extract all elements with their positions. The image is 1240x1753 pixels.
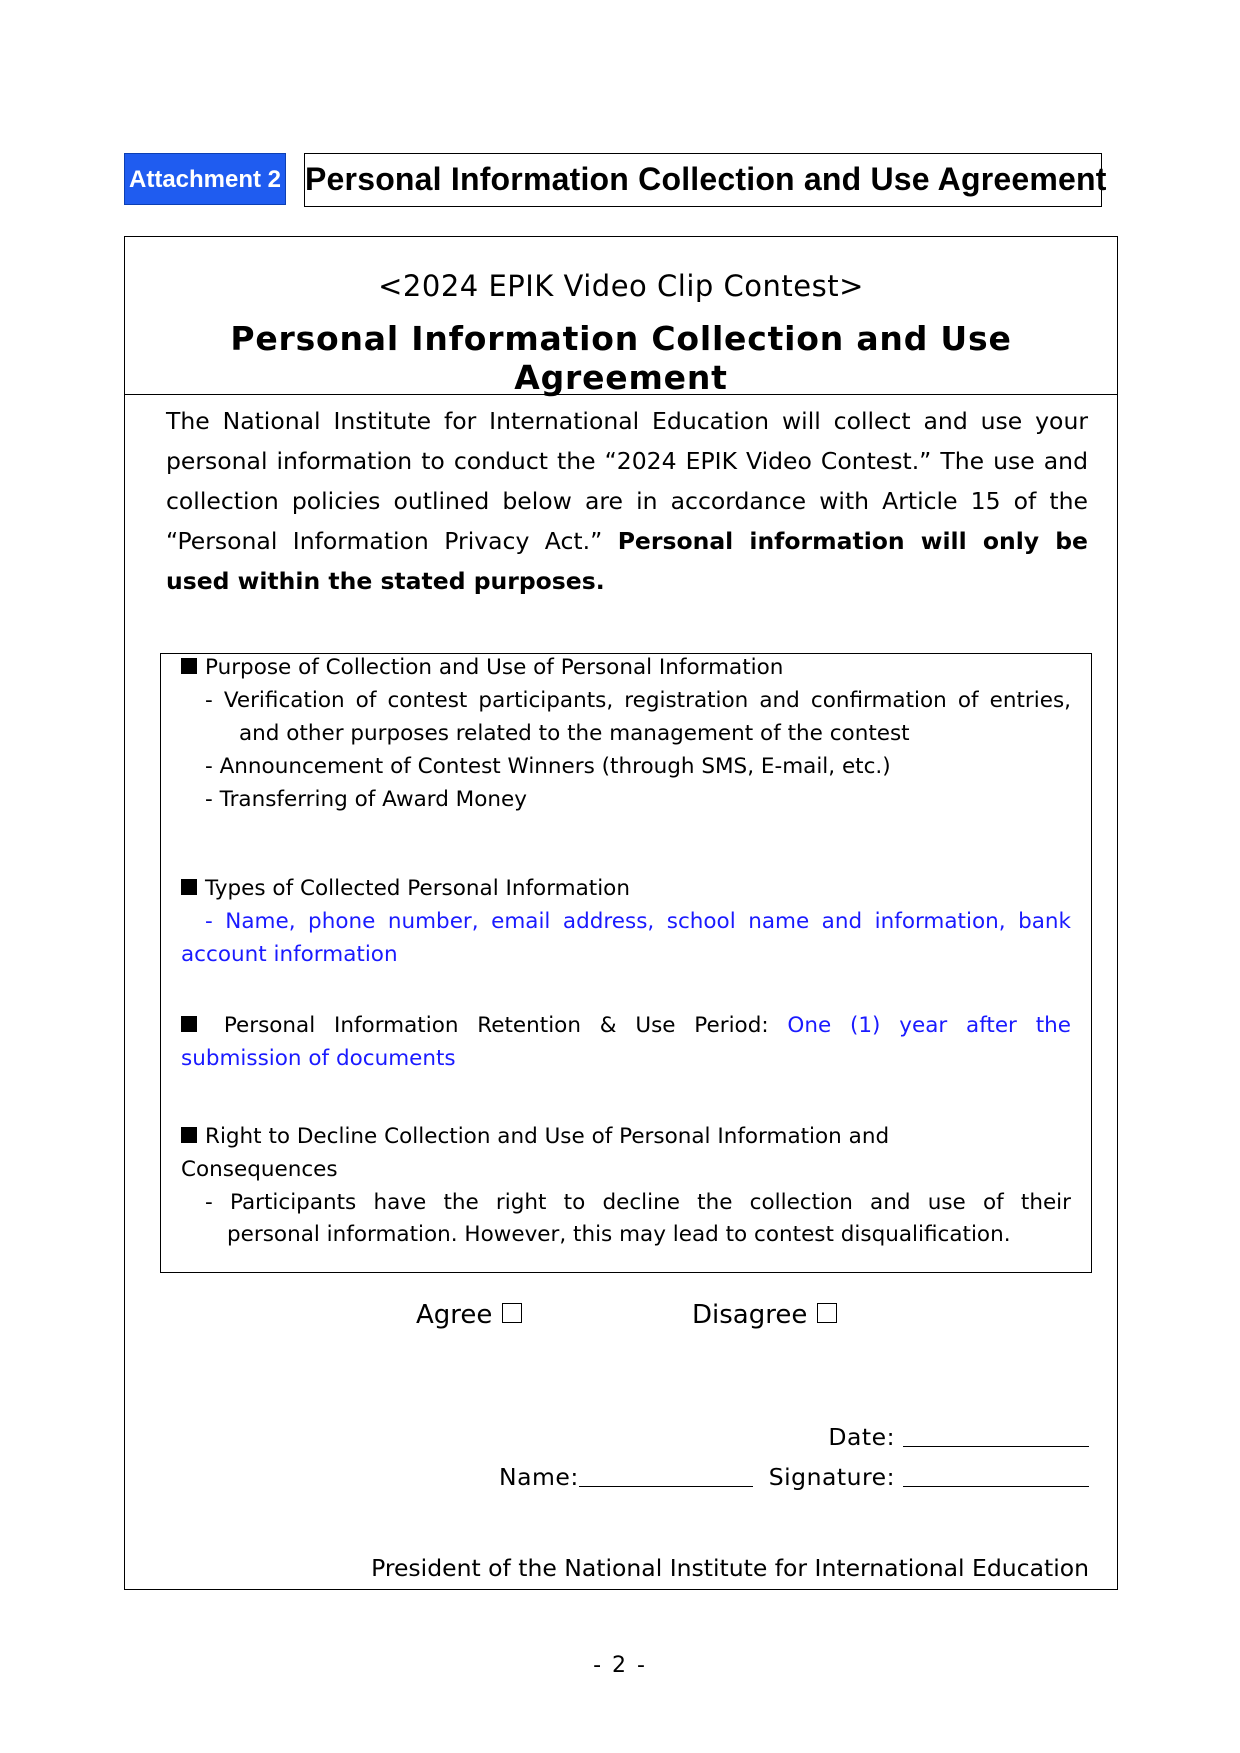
page-number: - 2 - [593, 1653, 647, 1678]
retention-period-cont: submission of documents [181, 1046, 456, 1071]
policy-box [160, 653, 1092, 1273]
name-line[interactable] [579, 1464, 753, 1487]
date-field[interactable] [828, 1423, 1089, 1451]
intro-paragraph [166, 401, 1088, 601]
date-line[interactable] [903, 1424, 1089, 1447]
decline-detail: - Participants have the right to decline the collection and use of their [205, 1190, 1071, 1215]
intro-text: The National Institute for International Education will collect and use your personal information to conduct the “2024 EPIK Video Contest.” The use and collection policies outlined below are in accordance with Article 15 of the “Personal Information Privacy Act.” [166, 407, 1088, 555]
disagree-label: Disagree [692, 1300, 808, 1330]
decline-heading-text: Right to Decline Collection and Use of Personal Information and [205, 1124, 890, 1149]
retention-period: One (1) year after the [787, 1013, 1071, 1038]
decline-heading [181, 1124, 1071, 1149]
retention-heading: Personal Information Retention & Use Period: [223, 1013, 769, 1038]
name-label: Name: [499, 1463, 579, 1491]
signature-line[interactable] [903, 1464, 1089, 1487]
types-detail-cont: account information [181, 942, 398, 967]
types-heading [181, 876, 1071, 901]
decline-heading-cont: Consequences [181, 1157, 338, 1182]
square-bullet-icon [181, 658, 197, 674]
types-heading-text: Types of Collected Personal Information [205, 876, 630, 901]
purpose-item-3: - Transferring of Award Money [205, 787, 527, 812]
attachment-tag: Attachment 2 [124, 153, 286, 205]
contest-title: <2024 EPIK Video Clip Contest> [378, 269, 864, 303]
agreement-title: Personal Information Collection and Use Agreement [230, 319, 1012, 397]
disagree-option[interactable] [692, 1300, 837, 1330]
agree-label: Agree [416, 1300, 493, 1330]
square-bullet-icon [181, 1016, 197, 1032]
retention-line [181, 1013, 1071, 1038]
header-title: Personal Information Collection and Use Agreement [304, 153, 1102, 207]
agree-checkbox[interactable] [502, 1303, 522, 1323]
disagree-checkbox[interactable] [817, 1303, 837, 1323]
types-detail: - Name, phone number, email address, school name and information, bank [205, 909, 1071, 934]
issuer: President of the National Institute for International Education [371, 1554, 1089, 1582]
signature-label: Signature: [768, 1463, 896, 1491]
decline-detail-cont: personal information. However, this may lead to contest disqualification. [227, 1222, 1011, 1247]
square-bullet-icon [181, 879, 197, 895]
purpose-heading-text: Purpose of Collection and Use of Personal Information [205, 655, 784, 680]
purpose-item-1-cont: and other purposes related to the management of the contest [239, 721, 910, 746]
title-band [125, 237, 1117, 395]
purpose-item-1: - Verification of contest participants, registration and confirmation of entries, [205, 688, 1071, 713]
date-label: Date: [828, 1423, 896, 1451]
purpose-heading [181, 655, 1071, 680]
agreement-form [124, 236, 1118, 1590]
agree-option[interactable] [416, 1300, 522, 1330]
name-signature-row [499, 1463, 1089, 1491]
purpose-item-2: - Announcement of Contest Winners (through SMS, E-mail, etc.) [205, 754, 891, 779]
intro-emphasis: Personal information will only be used within the stated purposes. [166, 527, 1088, 595]
square-bullet-icon [181, 1127, 197, 1143]
